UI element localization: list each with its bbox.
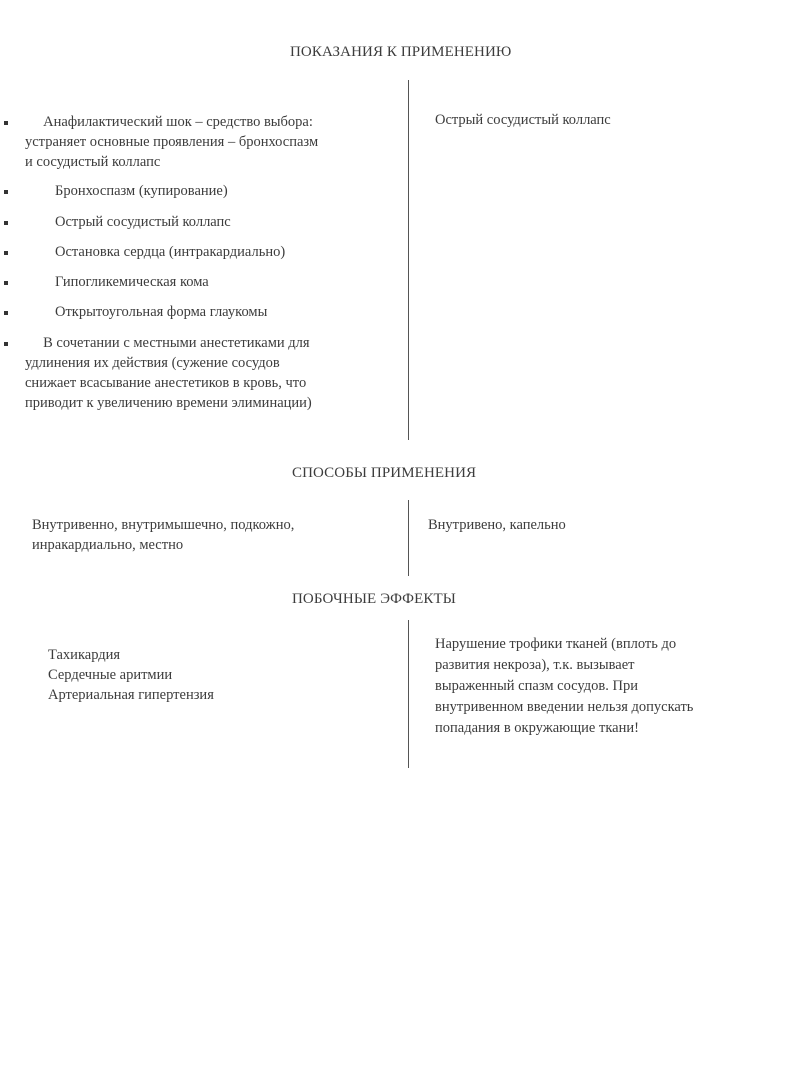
text-line: внутривенном введении нельзя допускать xyxy=(435,699,694,715)
methods-title: СПОСОБЫ ПРИМЕНЕНИЯ xyxy=(292,465,477,481)
list-item-line: В сочетании с местными анестетиками для xyxy=(25,335,310,351)
side-effects-left-list xyxy=(48,645,214,705)
methods-left-text xyxy=(32,515,294,555)
bullet-icon xyxy=(4,221,8,225)
side-effects-divider xyxy=(408,620,409,768)
list-item-line: приводит к увеличению времени элиминации) xyxy=(25,395,312,411)
list-item xyxy=(25,333,312,413)
text-line: инракардиально, местно xyxy=(32,537,184,553)
list-item-line: удлинения их действия (сужение сосудов xyxy=(25,355,280,371)
list-item-line: и сосудистый коллапс xyxy=(25,154,161,170)
list-item-line: снижает всасывание анестетиков в кровь, что xyxy=(25,375,307,391)
bullet-icon xyxy=(4,281,8,285)
indications-divider xyxy=(408,80,409,440)
bullet-icon xyxy=(4,121,8,125)
methods-divider xyxy=(408,500,409,576)
list-item-line: устраняет основные проявления – бронхоспазм xyxy=(25,134,319,150)
list-item: Сердечные аритмии xyxy=(48,667,173,683)
list-item: Тахикардия xyxy=(48,647,121,663)
list-item: Острый сосудистый коллапс xyxy=(55,214,231,230)
list-item: Бронхоспазм (купирование) xyxy=(55,183,228,199)
list-item: Гипогликемическая кома xyxy=(55,274,209,290)
bullet-icon xyxy=(4,311,8,315)
text-line: Нарушение трофики тканей (вплоть до xyxy=(435,636,677,652)
text-line: развития некроза), т.к. вызывает xyxy=(435,657,635,673)
bullet-icon xyxy=(4,251,8,255)
side-effects-title: ПОБОЧНЫЕ ЭФФЕКТЫ xyxy=(292,591,456,607)
side-effects-right-text xyxy=(435,634,693,739)
list-item xyxy=(25,112,318,172)
indications-title: ПОКАЗАНИЯ К ПРИМЕНЕНИЮ xyxy=(290,44,512,60)
list-item: Артериальная гипертензия xyxy=(48,687,214,703)
bullet-icon xyxy=(4,190,8,194)
text-line: попадания в окружающие ткани! xyxy=(435,720,639,736)
methods-right-text: Внутривено, капельно xyxy=(428,517,566,533)
list-item-line: Анафилактический шок – средство выбора: xyxy=(25,114,313,130)
bullet-icon xyxy=(4,342,8,346)
text-line: выраженный спазм сосудов. При xyxy=(435,678,638,694)
text-line: Внутривенно, внутримышечно, подкожно, xyxy=(32,517,295,533)
list-item: Остановка сердца (интракардиально) xyxy=(55,244,286,260)
list-item: Открытоугольная форма глаукомы xyxy=(55,304,268,320)
indications-right-text: Острый сосудистый коллапс xyxy=(435,112,611,128)
